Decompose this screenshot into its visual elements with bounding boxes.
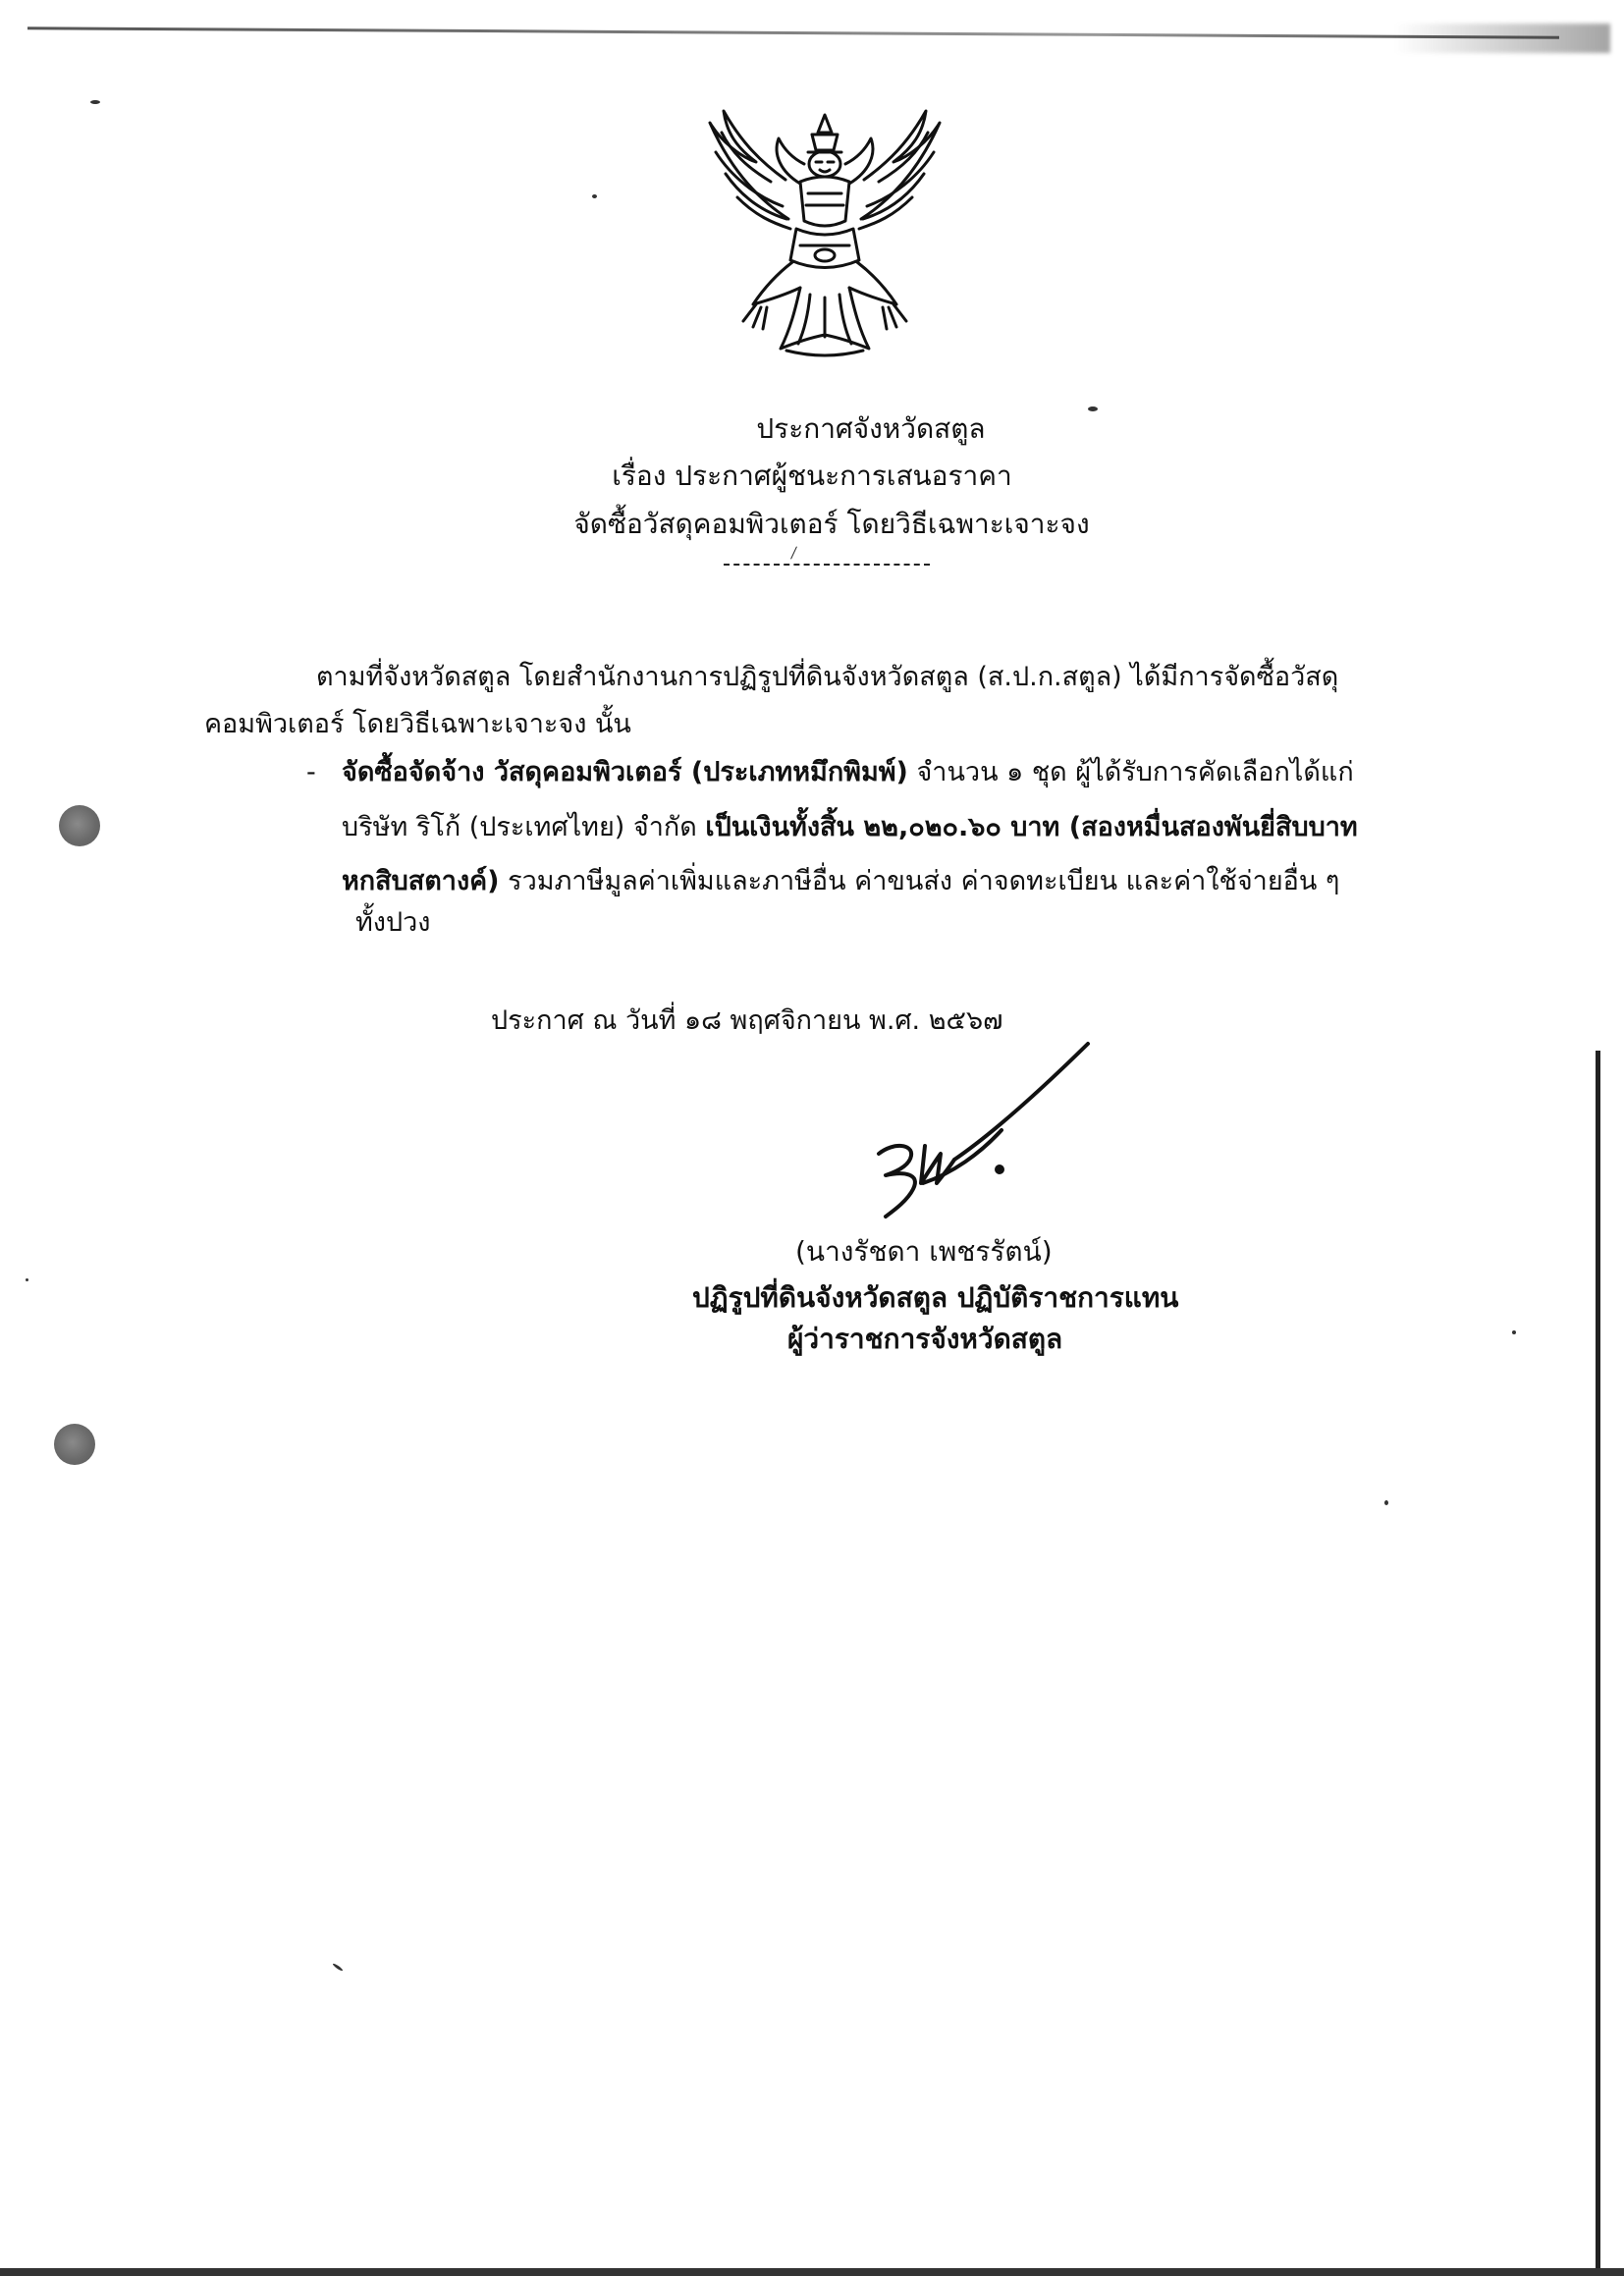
punch-hole	[54, 1424, 95, 1465]
inclusions-text: รวมภาษีมูลค่าเพิ่มและภาษีอื่น ค่าขนส่ง ค่าจดทะเบียน และค่าใช้จ่ายอื่น ๆ	[499, 866, 1340, 896]
divider-mark	[790, 546, 797, 559]
document-subject: เรื่อง ประกาศผู้ชนะการเสนอราคา	[612, 460, 1012, 492]
signatory-name: (นางรัชดา เพชรรัตน์)	[795, 1235, 1053, 1268]
item-line-2	[342, 808, 1358, 847]
item-line-3	[342, 862, 1339, 901]
item-line-1	[342, 753, 1354, 792]
scan-speck	[1512, 1330, 1516, 1334]
scan-top-rule	[27, 27, 1559, 39]
item-quantity-text: จำนวน ๑ ชุด ผู้ได้รับการคัดเลือกได้แก่	[907, 757, 1354, 787]
garuda-emblem-icon	[702, 103, 947, 368]
scan-right-edge	[1596, 1051, 1600, 2276]
announcement-date: ประกาศ ณ วันที่ ๑๘ พฤศจิกายน พ.ศ. ๒๕๖๗	[491, 1005, 1003, 1036]
scan-speck	[592, 194, 597, 198]
signatory-position: ปฏิรูปที่ดินจังหวัดสตูล ปฏิบัติราชการแทน	[692, 1281, 1179, 1314]
procurement-title: จัดซื้อวัสดุคอมพิวเตอร์ โดยวิธีเฉพาะเจาะจง	[573, 508, 1090, 540]
item-line-4: ทั้งปวง	[355, 907, 431, 938]
item-action: จัดซื้อจัดจ้าง	[342, 757, 494, 787]
scan-bottom-edge	[0, 2268, 1624, 2276]
total-amount: เป็นเงินทั้งสิ้น ๒๒,๐๒๐.๖๐ บาท (สองหมื่นสองพันยี่สิบบาท	[705, 812, 1358, 842]
scan-speck	[1384, 1500, 1388, 1505]
vendor-name: บริษัท ริโก้ (ประเทศไทย) จำกัด	[342, 812, 706, 842]
signatory-position-2: ผู้ว่าราชการจังหวัดสตูล	[787, 1323, 1063, 1355]
punch-hole	[59, 805, 100, 846]
document-title: ประกาศจังหวัดสตูล	[756, 412, 986, 445]
bullet-dash: -	[306, 757, 316, 787]
amount-words-end: หกสิบสตางค์)	[342, 866, 500, 896]
scan-speck	[332, 1963, 344, 1972]
scan-speck	[26, 1278, 28, 1281]
intro-line-1: ตามที่จังหวัดสตูล โดยสำนักงานการปฏิรูปที่ดินจังหวัดสตูล (ส.ป.ก.สตูล) ได้มีการจัดซื้อวัสดุ	[316, 662, 1339, 692]
scan-speck	[90, 100, 100, 104]
signature	[864, 1036, 1100, 1222]
scan-smudge	[1394, 24, 1610, 53]
item-category: วัสดุคอมพิวเตอร์ (ประเภทหมึกพิมพ์)	[493, 757, 908, 787]
intro-line-2: คอมพิวเตอร์ โดยวิธีเฉพาะเจาะจง นั้น	[204, 709, 631, 739]
heading-divider	[724, 564, 930, 566]
